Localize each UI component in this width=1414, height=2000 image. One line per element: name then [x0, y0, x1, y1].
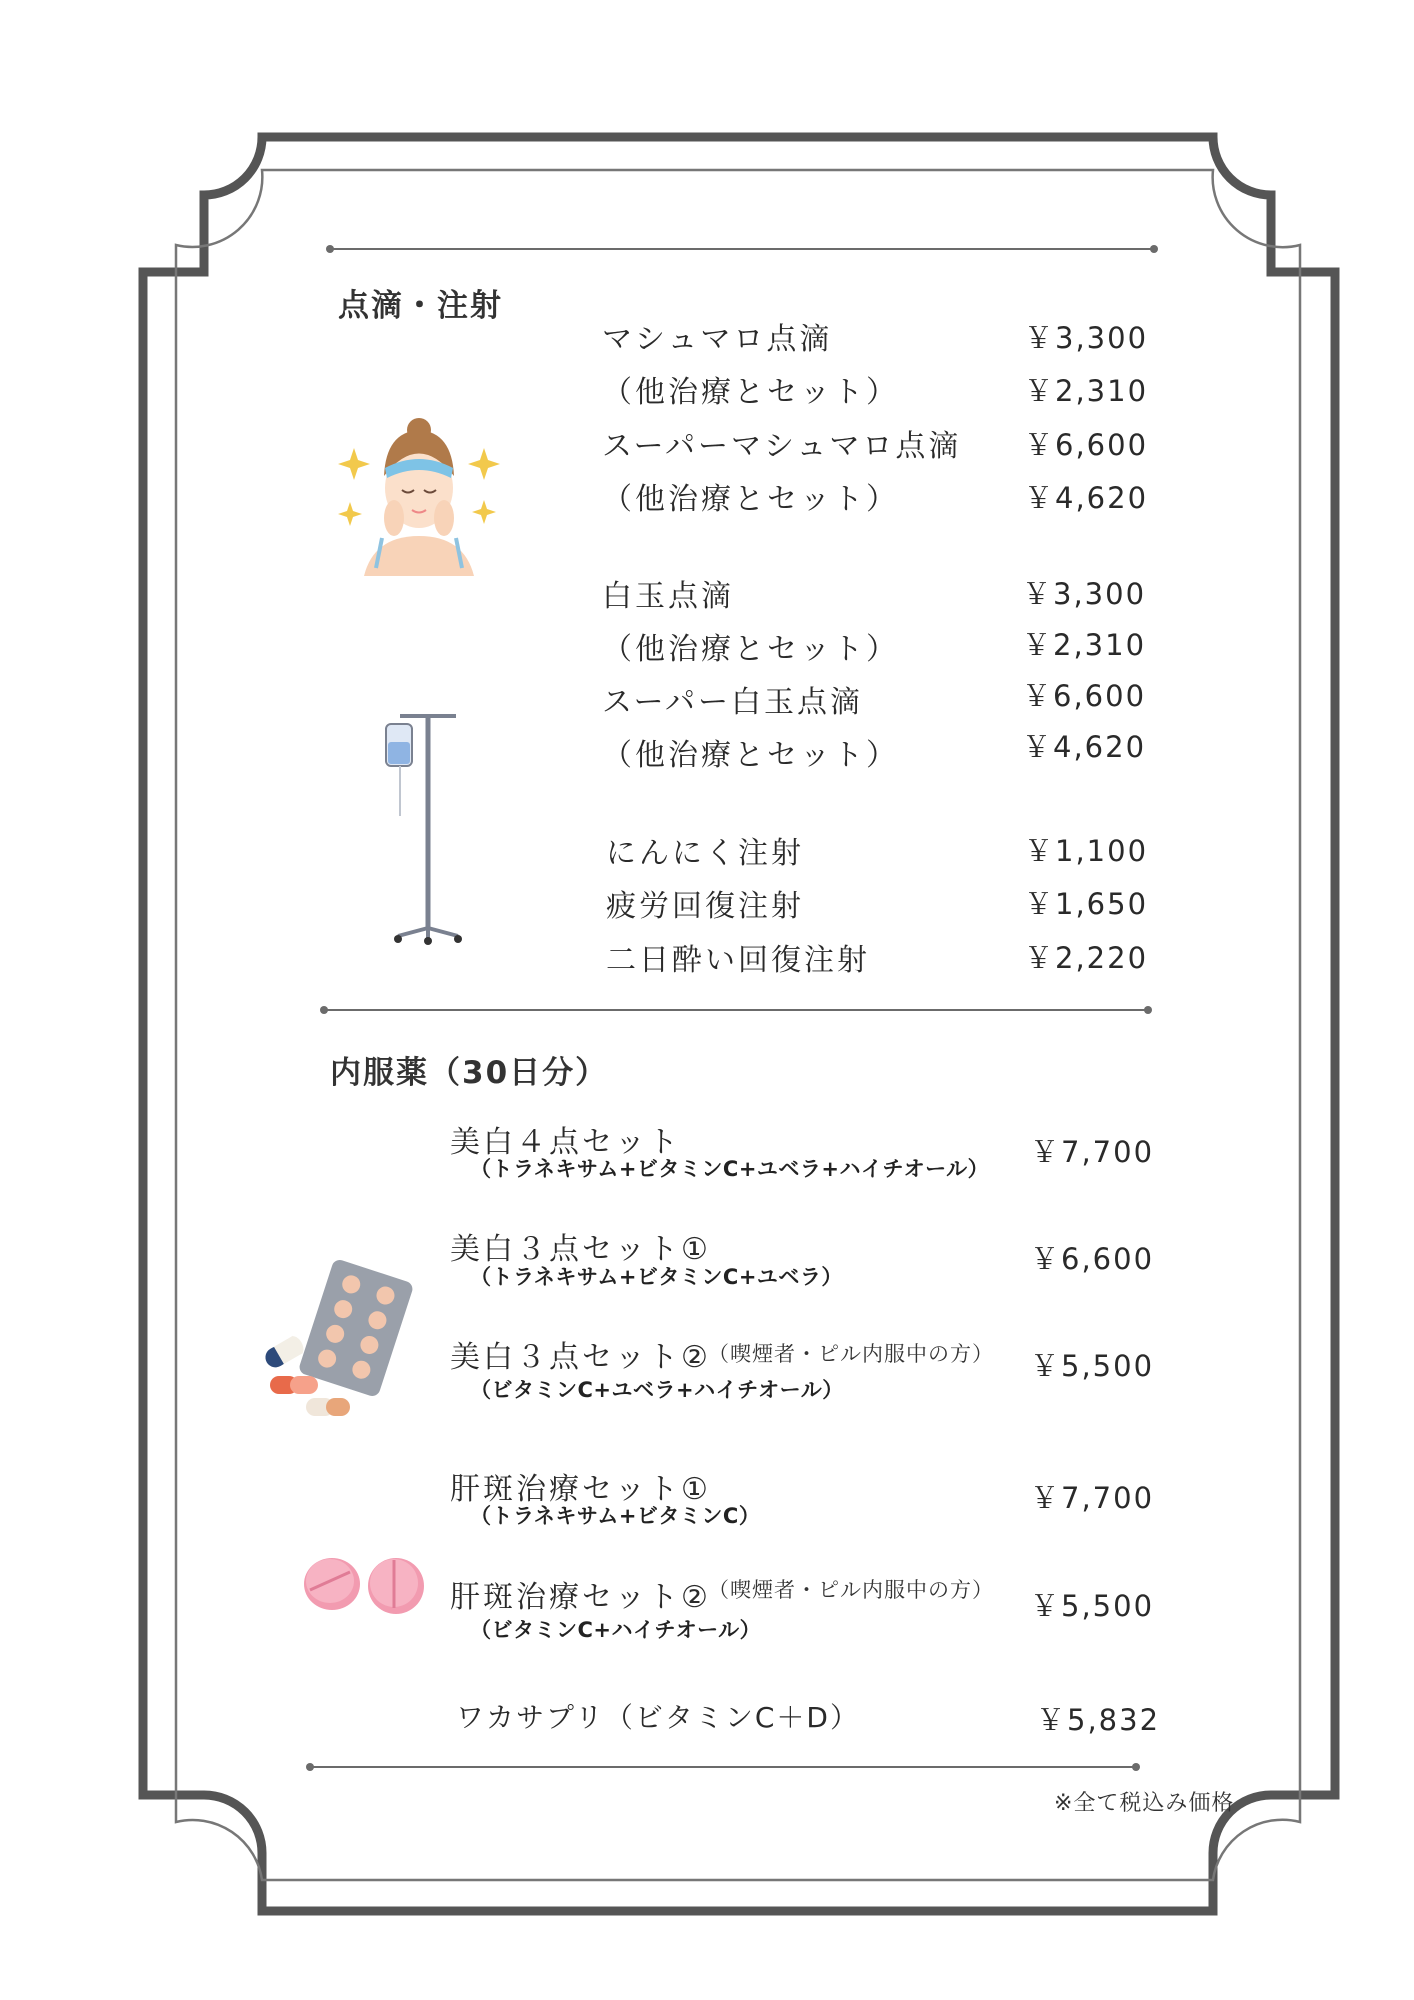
- menu-item-price: ￥2,220: [1024, 941, 1149, 975]
- menu-item-label: 白玉点滴: [602, 579, 734, 614]
- tax-note: ※全て税込み価格: [1054, 1791, 1235, 1816]
- menu-item-price: ￥5,500: [1030, 1349, 1155, 1383]
- menu-item-note: （喫煙者・ピル内服中の方）: [708, 1342, 994, 1366]
- menu-item-label: 肝斑治療セット②: [450, 1580, 711, 1615]
- menu-item-price: ￥1,650: [1024, 887, 1149, 921]
- menu-item-label: マシュマロ点滴: [602, 322, 833, 357]
- menu-item-label: 二日酔い回復注射: [606, 943, 870, 978]
- menu-item-price: ￥4,620: [1024, 481, 1149, 515]
- menu-item-label: 美白４点セット: [450, 1125, 681, 1160]
- top-divider: [330, 248, 1154, 250]
- menu-item-label: スーパー白玉点滴: [602, 685, 863, 720]
- pink-tablets-icon: [300, 1548, 430, 1618]
- menu-item-price: ￥3,300: [1022, 577, 1147, 611]
- menu-item-label: （他治療とセット）: [602, 632, 899, 667]
- middle-divider: [324, 1009, 1148, 1011]
- menu-item-ingredients: （トラネキサム+ビタミンC）: [470, 1504, 761, 1528]
- menu-item-price: ￥4,620: [1022, 730, 1147, 764]
- menu-item-label: （他治療とセット）: [602, 482, 899, 517]
- menu-item-label: （他治療とセット）: [602, 738, 899, 773]
- menu-item-ingredients: （トラネキサム+ビタミンC+ユベラ+ハイチオール）: [470, 1157, 990, 1181]
- menu-item-price: ￥2,310: [1024, 374, 1149, 408]
- menu-item-label: 疲労回復注射: [606, 889, 804, 924]
- section-heading-iv: 点滴・注射: [338, 288, 503, 324]
- menu-item-price: ￥5,500: [1030, 1589, 1155, 1623]
- section-heading-oral: 内服薬（30日分）: [330, 1055, 609, 1091]
- bottom-divider: [310, 1766, 1136, 1768]
- menu-item-label: 美白３点セット②: [450, 1340, 711, 1375]
- menu-item-label: （他治療とセット）: [602, 375, 899, 410]
- menu-item-label: スーパーマシュマロ点滴: [602, 429, 962, 464]
- menu-item-price: ￥7,700: [1030, 1135, 1155, 1169]
- menu-item-label: 肝斑治療セット①: [450, 1472, 711, 1507]
- menu-item-label: 美白３点セット①: [450, 1232, 711, 1267]
- menu-item-price: ￥6,600: [1022, 679, 1147, 713]
- menu-item-price: ￥6,600: [1024, 428, 1149, 462]
- menu-item-label: ワカサプリ（ビタミンC＋D）: [456, 1701, 860, 1734]
- menu-item-note: （喫煙者・ピル内服中の方）: [708, 1578, 994, 1602]
- menu-item-price: ￥6,600: [1030, 1242, 1155, 1276]
- menu-item-price: ￥2,310: [1022, 628, 1147, 662]
- menu-item-price: ￥1,100: [1024, 834, 1149, 868]
- woman-face-icon: [334, 418, 504, 576]
- menu-item-ingredients: （ビタミンC+ユベラ+ハイチオール）: [470, 1378, 844, 1402]
- menu-item-ingredients: （トラネキサム+ビタミンC+ユベラ）: [470, 1265, 843, 1289]
- menu-item-label: にんにく注射: [606, 836, 804, 871]
- menu-item-ingredients: （ビタミンC+ハイチオール）: [470, 1618, 762, 1642]
- pill-blister-icon: [256, 1258, 416, 1418]
- menu-item-price: ￥7,700: [1030, 1481, 1155, 1515]
- menu-item-price: ￥5,832: [1036, 1703, 1161, 1737]
- iv-drip-stand-icon: [378, 706, 468, 946]
- menu-item-price: ￥3,300: [1024, 321, 1149, 355]
